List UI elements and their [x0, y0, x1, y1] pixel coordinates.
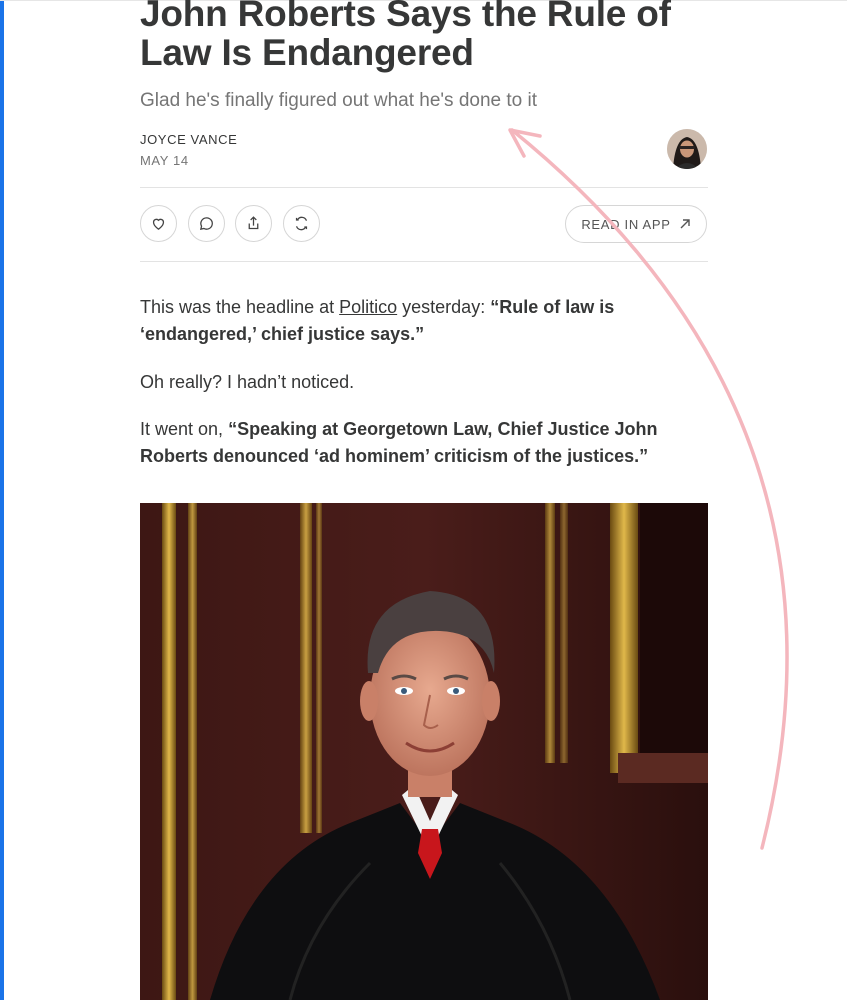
post-title: John Roberts Says the Rule of Law Is Endangered — [140, 0, 671, 73]
body-paragraph — [140, 416, 708, 470]
divider — [140, 261, 708, 262]
text: This was the headline at — [140, 297, 340, 317]
body-paragraph: Oh really? I hadn’t noticed. — [140, 372, 355, 392]
politico-link[interactable]: Politico — [339, 297, 398, 317]
text: It went on, — [140, 419, 229, 439]
comment-button[interactable] — [188, 205, 225, 242]
text: yesterday: — [397, 297, 491, 317]
divider — [140, 187, 708, 188]
avatar-image — [667, 129, 707, 169]
portrait-image — [140, 503, 708, 1000]
quote-bold: “Speaking at Georgetown Law, Chief Justice John Roberts denounced ‘ad hominem’ criticism of the justices.” — [140, 419, 658, 466]
author-avatar[interactable] — [667, 129, 707, 169]
body-paragraph — [140, 294, 708, 348]
article-photo[interactable] — [140, 503, 708, 1000]
author-name[interactable]: JOYCE VANCE — [140, 132, 238, 147]
like-button[interactable] — [140, 205, 177, 242]
post-date: MAY 14 — [140, 153, 189, 168]
restack-button[interactable] — [283, 205, 320, 242]
window-left-edge — [0, 0, 4, 1000]
share-button[interactable] — [235, 205, 272, 242]
quote-bold: “Rule of law is ‘endangered,’ chief justice says.” — [140, 297, 615, 344]
heart-icon — [150, 215, 167, 232]
read-in-app-button[interactable] — [565, 205, 707, 243]
read-in-app-label: READ IN APP — [581, 216, 671, 232]
restack-icon — [293, 215, 310, 232]
comment-icon — [198, 215, 215, 232]
share-icon — [245, 215, 262, 232]
post-subtitle: Glad he's finally figured out what he's done to it — [140, 90, 537, 111]
arrow-up-right-icon — [679, 218, 691, 230]
